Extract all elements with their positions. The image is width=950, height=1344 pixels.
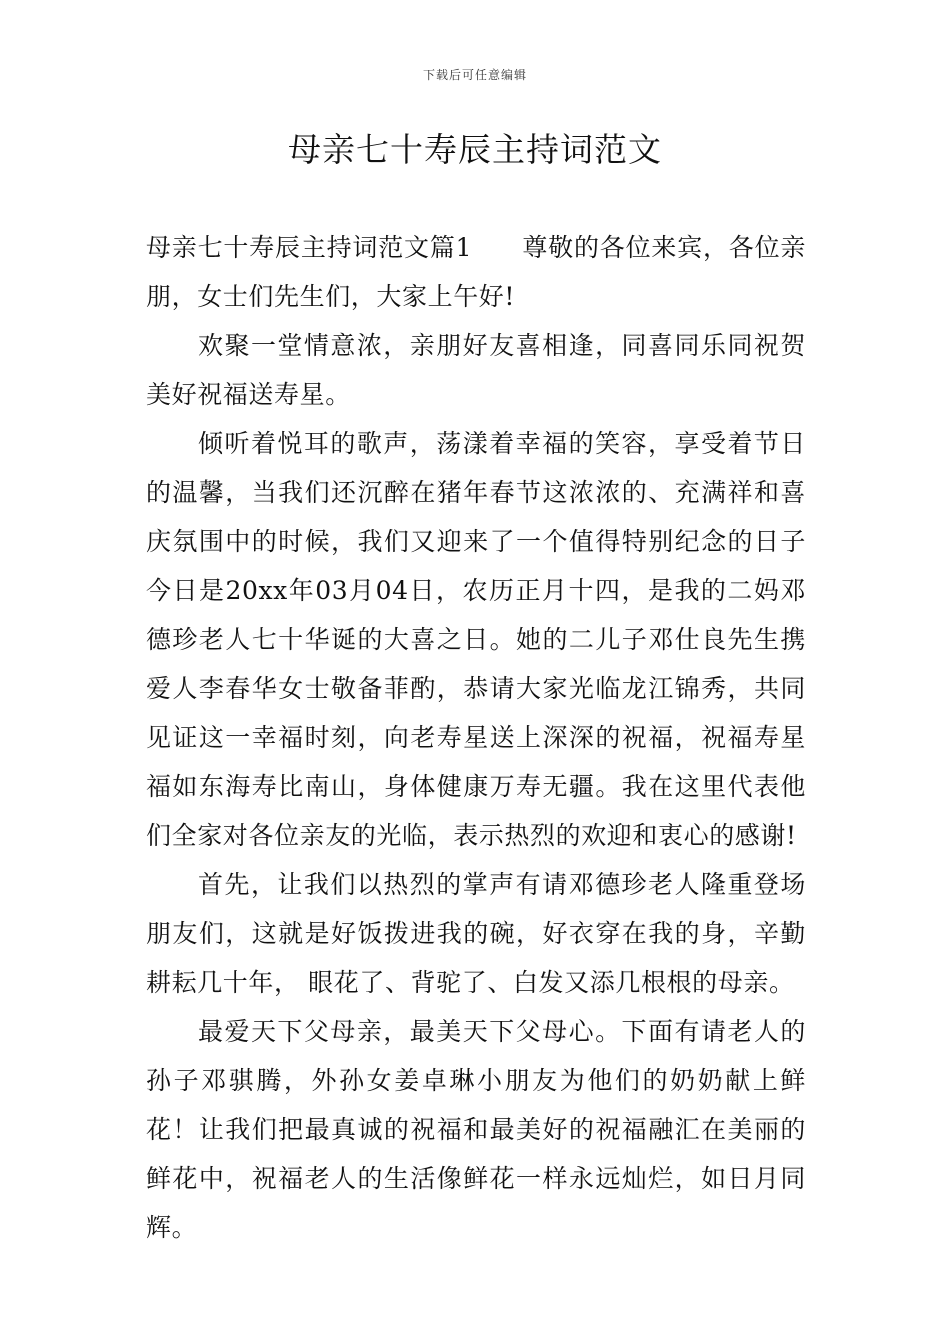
greeting-text: 尊敬的各位来宾，各位亲朋，女士们先生们，大家上午好!	[146, 233, 806, 311]
document-body	[146, 223, 806, 1252]
paragraph: 最爱天下父母亲，最美天下父母心。下面有请老人的孙子邓骐腾，外孙女姜卓琳小朋友为他们的奶奶献上鲜花！让我们把最真诚的祝福和最美好的祝福融汇在美丽的鲜花中，祝福老人的生活像鲜花一样永远灿烂，如日月同辉。	[146, 1017, 806, 1242]
section-heading: 母亲七十寿辰主持词范文篇1	[146, 233, 473, 262]
paragraph: 欢聚一堂情意浓，亲朋好友喜相逢，同喜同乐同祝贺美好祝福送寿星。	[146, 331, 806, 409]
document-title: 母亲七十寿辰主持词范文	[288, 130, 662, 169]
header-note: 下载后可任意编辑	[422, 68, 527, 82]
paragraph: 倾听着悦耳的歌声，荡漾着幸福的笑容，享受着节日的温馨，当我们还沉醉在猪年春节这浓浓的、充满祥和喜庆氛围中的时候，我们又迎来了一个值得特别纪念的日子今日是20xx年03月04日，农历正月十四，是我的二妈邓德珍老人七十华诞的大喜之日。她的二儿子邓仕良先生携爱人李春华女士敬备菲酌，恭请大家光临龙江锦秀，共同见证这一幸福时刻，向老寿星送上深深的祝福，祝福寿星福如东海寿比南山，身体健康万寿无疆。我在这里代表他们全家对各位亲友的光临，表示热烈的欢迎和衷心的感谢!	[146, 429, 806, 850]
paragraph: 首先，让我们以热烈的掌声有请邓德珍老人隆重登场朋友们，这就是好饭拨进我的碗，好衣穿在我的身，辛勤耕耘几十年， 眼花了、背驼了、白发又添几根根的母亲。	[146, 870, 806, 997]
paragraph-intro	[146, 223, 806, 321]
